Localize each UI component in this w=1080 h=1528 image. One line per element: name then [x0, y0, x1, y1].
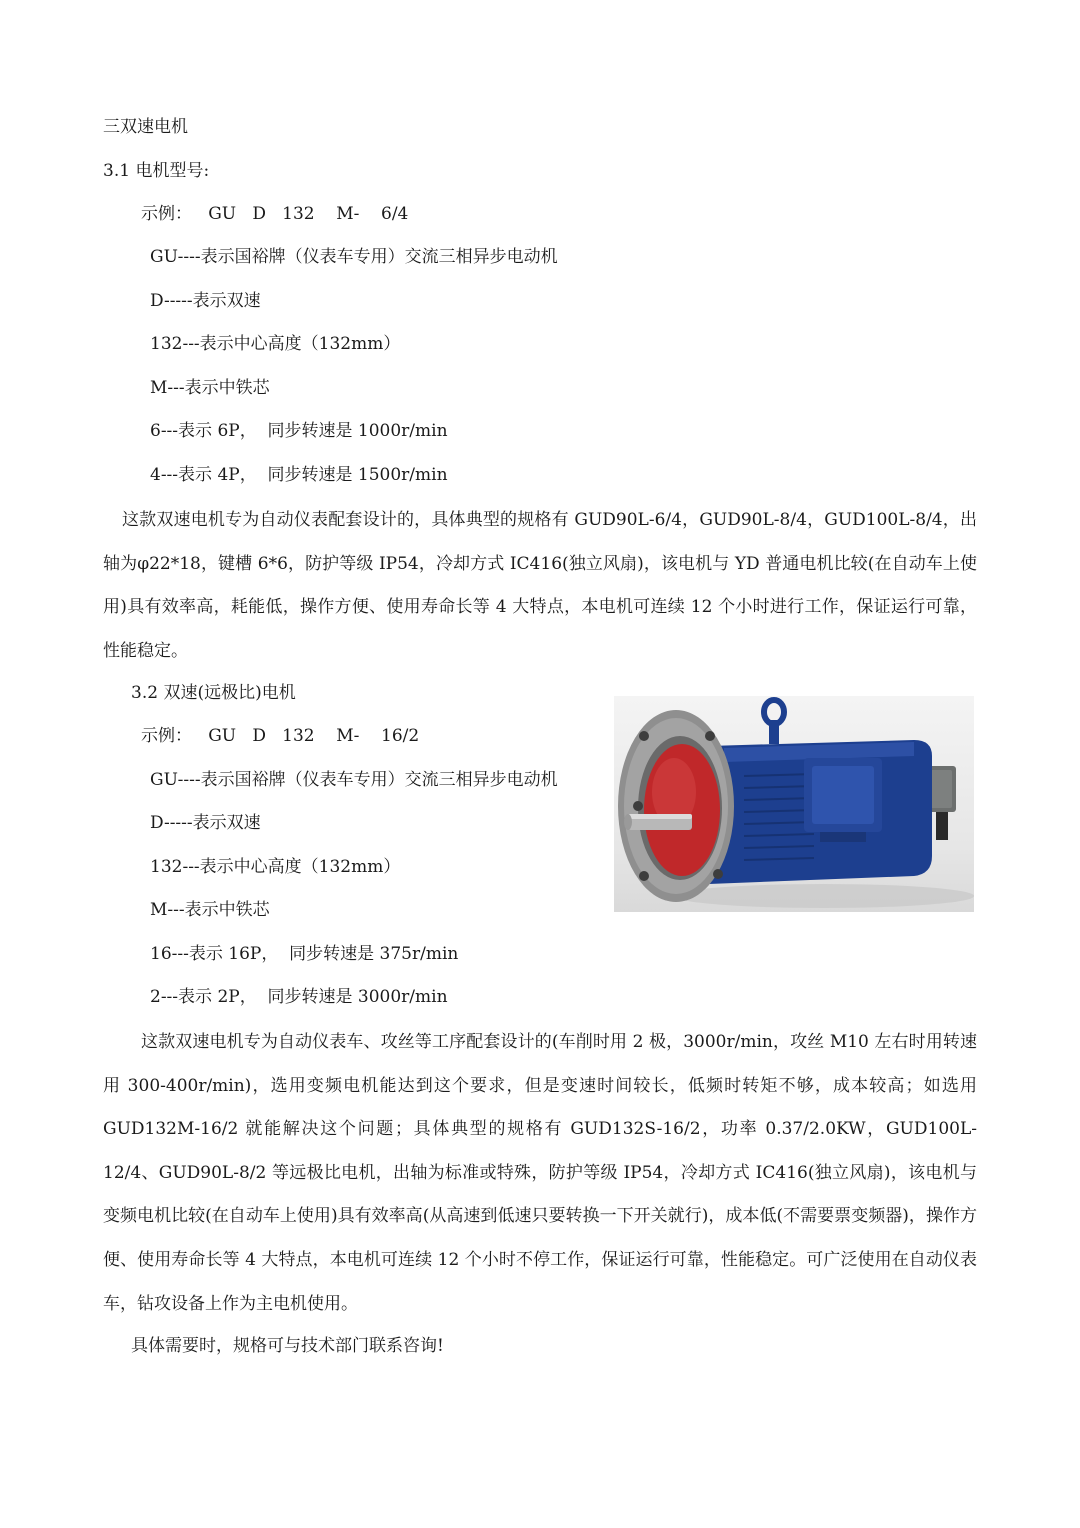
- heading-3-1: 3.1 电机型号:: [103, 161, 210, 181]
- closing-note: 具体需要时，规格可与技术部门联系咨询!: [131, 1336, 444, 1356]
- model-line-brand: GU----表示国裕牌（仪表车专用）交流三相异步电动机: [150, 247, 558, 267]
- model-line-4p: 4---表示 4P， 同步转速是 1500r/min: [150, 465, 448, 485]
- model-line-double-speed: D-----表示双速: [150, 291, 261, 311]
- model-line-6p: 6---表示 6P， 同步转速是 1000r/min: [150, 421, 448, 441]
- model-line-2p: 2---表示 2P， 同步转速是 3000r/min: [150, 987, 448, 1007]
- model-line-core: M---表示中铁芯: [150, 378, 270, 398]
- model-line-core-2: M---表示中铁芯: [150, 900, 270, 920]
- model-line-center-height: 132---表示中心高度（132mm）: [150, 334, 401, 354]
- heading-3-2: 3.2 双速(远极比)电机: [131, 683, 296, 703]
- motor-photo: [614, 696, 974, 912]
- section-title: 三双速电机: [103, 117, 188, 137]
- model-line-16p: 16---表示 16P， 同步转速是 375r/min: [150, 944, 459, 964]
- model-line-center-height-2: 132---表示中心高度（132mm）: [150, 857, 401, 877]
- model-line-brand-2: GU----表示国裕牌（仪表车专用）交流三相异步电动机: [150, 770, 558, 790]
- paragraph-3-2: 这款双速电机专为自动仪表车、攻丝等工序配套设计的(车削时用 2 极，3000r/min，攻丝 M10 左右时用转速用 300-400r/min)，选用变频电机能达到这个要求，但是变速时间较长，低频时转矩不够，成本较高；如选用 GUD132M-16/2 就能解决这个问题；具体典型的规格有 GUD132S-16/2，功率 0.37/2.0KW，GUD100L-12/4、GUD90L-8/2 等远极比电机，出轴为标准或特殊，防护等级 IP54，冷却方式 IC416(独立风扇)，该电机与变频电机比较(在自动车上使用)具有效率高(从高速到低速只要转换一下开关就行)，成本低(不需要票变频器)，操作方便、使用寿命长等 4 大特点，本电机可连续 12 个小时不停工作，保证运行可靠，性能稳定。可广泛使用在自动仪表车，钻攻设备上作为主电机使用。: [103, 1032, 977, 1314]
- model-example-16-2: 示例： GU D 132 M- 16/2: [141, 726, 420, 746]
- model-example-6-4: 示例： GU D 132 M- 6/4: [141, 204, 409, 224]
- paragraph-3-1: 这款双速电机专为自动仪表配套设计的，具体典型的规格有 GUD90L-6/4，GUD90L-8/4，GUD100L-8/4，出轴为φ22*18，键槽 6*6，防护等级 IP54，冷却方式 IC416(独立风扇)，该电机与 YD 普通电机比较(在自动车上使用)具有效率高，耗能低，操作方便、使用寿命长等 4 大特点，本电机可连续 12 个小时进行工作，保证运行可靠，性能稳定。: [103, 510, 977, 661]
- motor-illustration: [614, 696, 974, 912]
- model-line-double-speed-2: D-----表示双速: [150, 813, 261, 833]
